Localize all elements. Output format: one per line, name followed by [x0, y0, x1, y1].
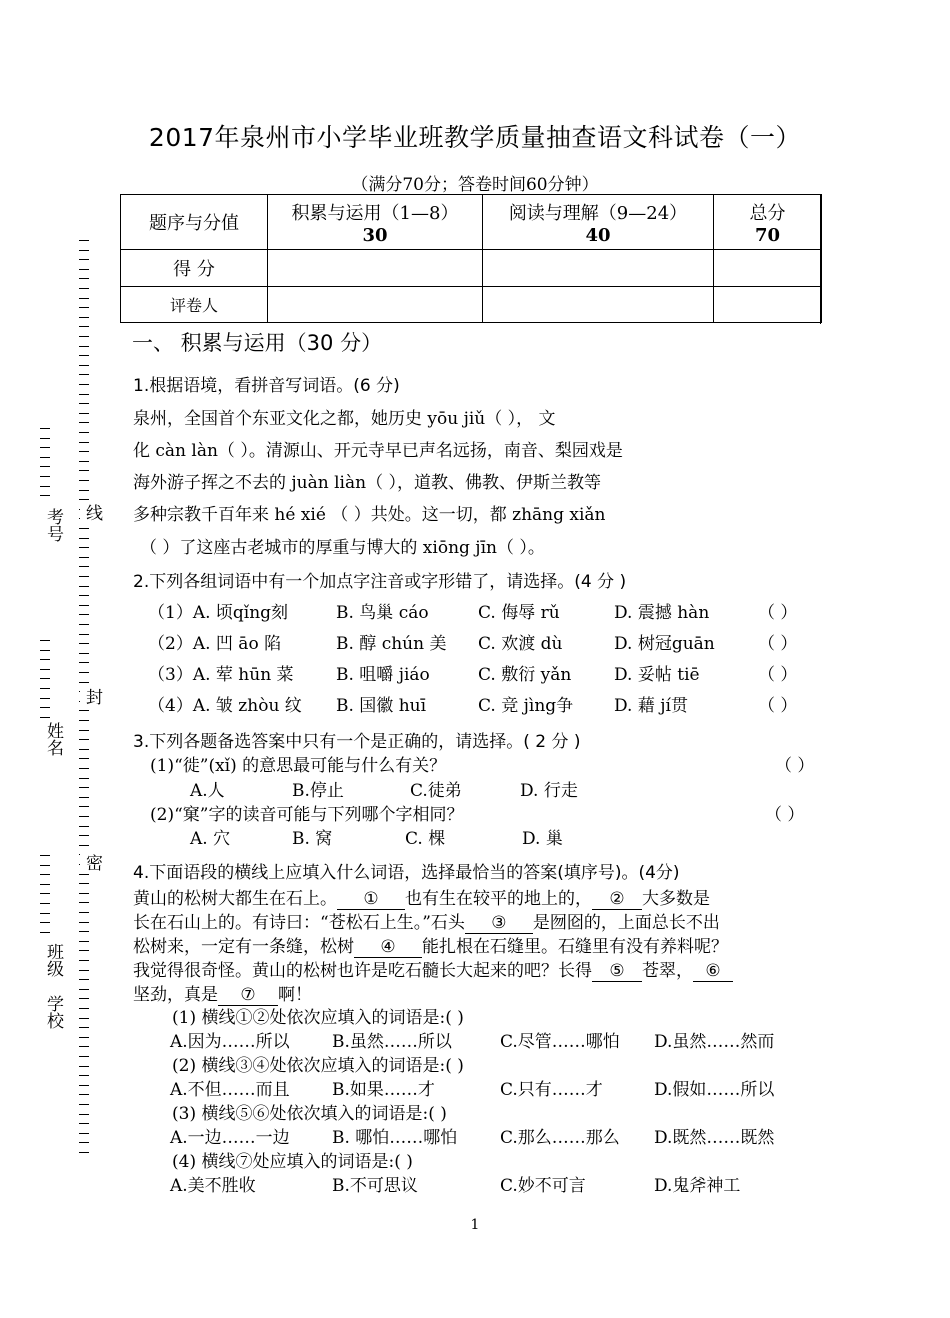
score-cell[interactable] — [714, 250, 822, 287]
binding-dash — [79, 480, 89, 481]
binding-dash — [40, 874, 50, 875]
binding-dash — [79, 826, 89, 827]
q1-line: （ ）了这座古老城市的厚重与博大的 xiōng jīn（ ）。 — [140, 538, 545, 558]
binding-dash — [79, 1066, 89, 1067]
q2-option: （2）A. 凹 āo 陷 — [148, 634, 282, 654]
binding-dash — [40, 466, 50, 467]
binding-dash — [79, 307, 89, 308]
binding-dash — [40, 903, 50, 904]
blank-2[interactable]: ② — [592, 889, 642, 910]
q4-option: A.因为……所以 — [170, 1032, 290, 1052]
binding-dash — [79, 326, 89, 327]
binding-dash — [79, 816, 89, 817]
answer-paren[interactable]: （ ） — [765, 805, 805, 825]
q3-option: B. 窝 — [292, 829, 333, 849]
q4-option: A.一边……一边 — [170, 1128, 290, 1148]
q4-option: A.美不胜收 — [170, 1176, 256, 1196]
name-label: 姓名 — [43, 722, 63, 756]
binding-dash — [79, 643, 89, 644]
binding-dash — [40, 884, 50, 885]
binding-dash — [79, 365, 89, 366]
binding-dash — [79, 269, 89, 270]
binding-dash — [79, 346, 89, 347]
binding-dash — [79, 451, 89, 452]
binding-dash — [79, 374, 89, 375]
blank-1[interactable]: ① — [337, 889, 405, 910]
q4-sub-question: (1) 横线①②处依次应填入的词语是:( ) — [172, 1008, 464, 1028]
binding-dash — [40, 717, 50, 718]
table-edge — [820, 194, 823, 324]
question-1-title: 1.根据语境，看拼音写词语。(6 分) — [133, 376, 400, 396]
binding-dash — [79, 1085, 89, 1086]
seal-seal-char: 封 — [80, 688, 105, 705]
q2-option: （3）A. 荤 hūn 菜 — [148, 665, 294, 685]
binding-dash — [79, 710, 89, 711]
binding-dash — [40, 438, 50, 439]
binding-dash — [40, 707, 50, 708]
q2-option: C. 竞 jìng争 — [478, 696, 574, 716]
binding-dash — [79, 547, 89, 548]
binding-dash — [79, 634, 89, 635]
q3-sub-2: (2)“窠”字的读音可能与下列哪个字相同？ — [150, 805, 464, 825]
q2-option: C. 欢渡 dù — [478, 634, 563, 654]
answer-paren[interactable]: （ ） — [758, 696, 798, 716]
q4-option: C.妙不可言 — [500, 1176, 586, 1196]
binding-dash — [79, 806, 89, 807]
score-table-header: 总分 70 — [714, 195, 822, 250]
q3-option: D. 行走 — [520, 781, 578, 801]
binding-dash — [79, 1123, 89, 1124]
q2-option: B. 鸟巢 cáo — [336, 603, 429, 623]
binding-dash — [40, 447, 50, 448]
school-label: 学校 — [43, 995, 63, 1029]
binding-dash — [79, 355, 89, 356]
binding-dash — [79, 730, 89, 731]
binding-dash — [79, 403, 89, 404]
q4-option: D.假如……所以 — [654, 1080, 775, 1100]
exam-number-label: 考号 — [43, 508, 63, 542]
q1-line: 泉州，全国首个东亚文化之都，她历史 yōu jiǔ（ ）， 文 — [133, 409, 556, 429]
binding-dash — [79, 749, 89, 750]
score-table — [120, 194, 822, 323]
q3-option: A. 穴 — [190, 829, 231, 849]
answer-paren[interactable]: （ ） — [758, 603, 798, 623]
binding-dash — [79, 970, 89, 971]
binding-dash — [79, 912, 89, 913]
q2-option: D. 树冠guān — [614, 634, 715, 654]
q4-option: B.如果……才 — [332, 1080, 435, 1100]
blank-5[interactable]: ⑤ — [592, 961, 642, 982]
q4-option: C.只有……才 — [500, 1080, 603, 1100]
score-row-label: 得 分 — [121, 250, 268, 287]
answer-paren[interactable]: （ ） — [775, 756, 815, 776]
q4-para-line: 我觉得很奇怪。黄山的松树也许是吃石髓长大起来的吧？长得 ⑤ 苍翠， ⑥ — [133, 956, 733, 982]
question-4-title: 4.下面语段的横线上应填入什么词语，选择最恰当的答案(填序号)。(4分) — [133, 863, 680, 883]
q4-option: B. 哪怕……哪怕 — [332, 1128, 458, 1148]
binding-dash — [79, 278, 89, 279]
binding-dash — [79, 1037, 89, 1038]
q2-option: （1）A. 顷qǐng刻 — [148, 603, 289, 623]
binding-dash — [79, 288, 89, 289]
binding-dash — [79, 461, 89, 462]
q4-para-line: 长在石山上的。有诗曰：“苍松石上生。”石头 ③ 是囫囵的，上面总长不出 — [133, 913, 720, 933]
class-label: 班级 — [43, 943, 63, 977]
q2-option: （4）A. 皱 zhòu 纹 — [148, 696, 302, 716]
q3-option: B.停止 — [292, 781, 344, 801]
q2-option: B. 国徽 huī — [336, 696, 427, 716]
q3-sub-1: (1)“徙”(xǐ) 的意思最可能与什么有关？ — [150, 756, 447, 776]
binding-dash — [79, 538, 89, 539]
q4-para-line: 松树来，一定有一条缝，松树 ④ 能扎根在石缝里。石缝里有没有养料呢？ — [133, 937, 728, 957]
binding-dash — [79, 1056, 89, 1057]
binding-dash — [79, 566, 89, 567]
binding-dash — [79, 672, 89, 673]
score-cell[interactable] — [483, 250, 714, 287]
binding-dash — [79, 739, 89, 740]
binding-dash — [79, 1046, 89, 1047]
q4-sub-question: (3) 横线⑤⑥处依次填入的词语是:( ) — [172, 1104, 447, 1124]
binding-dash — [40, 865, 50, 866]
binding-dash — [79, 768, 89, 769]
binding-dash — [79, 950, 89, 951]
grader-cell[interactable] — [268, 287, 483, 323]
q4-option: A.不但……而且 — [170, 1080, 290, 1100]
binding-dash — [79, 470, 89, 471]
q4-para-line: 黄山的松树大都生在石上。 ① 也有生在较平的地上的， ② 大多数是 — [133, 889, 710, 909]
binding-dash — [79, 682, 89, 683]
binding-dash — [79, 250, 89, 251]
q4-option: B.不可思议 — [332, 1176, 418, 1196]
binding-dash — [79, 614, 89, 615]
binding-dash — [79, 595, 89, 596]
q1-line: 海外游子挥之不去的 juàn liàn（ ），道教、佛教、伊斯兰教等 — [133, 473, 601, 493]
binding-dash — [79, 528, 89, 529]
binding-dash — [79, 960, 89, 961]
binding-dash — [79, 394, 89, 395]
binding-dash — [79, 893, 89, 894]
binding-dash — [79, 576, 89, 577]
binding-dash — [79, 624, 89, 625]
q4-option: C.那么……那么 — [500, 1128, 620, 1148]
q3-option: C.徒弟 — [410, 781, 462, 801]
binding-dash — [40, 855, 50, 856]
blank-6[interactable]: ⑥ — [693, 961, 733, 982]
binding-dash — [40, 457, 50, 458]
binding-dash — [79, 922, 89, 923]
binding-dash — [40, 698, 50, 699]
binding-dash — [40, 476, 50, 477]
binding-dash — [79, 758, 89, 759]
q4-option: D.虽然……然而 — [654, 1032, 775, 1052]
binding-dash — [79, 1008, 89, 1009]
binding-dash — [79, 384, 89, 385]
binding-dash — [79, 1027, 89, 1028]
score-table-header: 积累与运用（1—8） 30 — [268, 195, 483, 250]
score-table-header: 题序与分值 — [121, 195, 268, 250]
binding-dash — [79, 1114, 89, 1115]
binding-dash — [79, 835, 89, 836]
binding-dash — [79, 941, 89, 942]
binding-dash — [40, 678, 50, 679]
binding-dash — [79, 1142, 89, 1143]
blank-3[interactable]: ③ — [465, 913, 533, 934]
answer-paren[interactable]: （ ） — [758, 665, 798, 685]
binding-dash — [40, 913, 50, 914]
binding-dash — [79, 989, 89, 990]
score-table-header: 阅读与理解（9—24） 40 — [483, 195, 714, 250]
binding-dash — [79, 1152, 89, 1153]
seal-line-char: 线 — [80, 504, 105, 521]
seal-secret-char: 密 — [80, 854, 105, 871]
binding-dash — [79, 1075, 89, 1076]
binding-dash — [79, 1018, 89, 1019]
binding-dash — [79, 298, 89, 299]
q2-option: B. 醇 chún 美 — [336, 634, 447, 654]
binding-dash — [40, 659, 50, 660]
binding-dash — [79, 422, 89, 423]
binding-dash — [40, 428, 50, 429]
grader-row-label: 评卷人 — [121, 287, 268, 323]
binding-dash — [79, 979, 89, 980]
q4-option: D.既然……既然 — [654, 1128, 775, 1148]
binding-dash — [79, 662, 89, 663]
question-3-title: 3.下列各题备选答案中只有一个是正确的，请选择。( 2 分 ) — [133, 732, 581, 752]
binding-dash — [40, 669, 50, 670]
section-heading: 一、 积累与运用（30 分） — [132, 331, 383, 355]
binding-dash — [79, 605, 89, 606]
score-cell[interactable] — [268, 250, 483, 287]
q3-option: C. 棵 — [405, 829, 446, 849]
binding-dash — [79, 1133, 89, 1134]
binding-dash — [40, 893, 50, 894]
binding-dash — [40, 922, 50, 923]
q2-option: D. 妥帖 tiē — [614, 665, 700, 685]
q4-option: D.鬼斧神工 — [654, 1176, 741, 1196]
binding-dash — [79, 240, 89, 241]
binding-dash — [79, 1104, 89, 1105]
binding-dash — [79, 874, 89, 875]
binding-dash — [40, 688, 50, 689]
binding-dash — [79, 998, 89, 999]
binding-dash — [79, 490, 89, 491]
q3-option: A.人 — [190, 781, 225, 801]
binding-dash — [79, 653, 89, 654]
q3-option: D. 巢 — [522, 829, 563, 849]
exam-title: 2017年泉州市小学毕业班教学质量抽查语文科试卷（一） — [148, 123, 802, 152]
binding-dash — [79, 778, 89, 779]
q4-para-line: 坚劲，真是 ⑦ 啊！ — [133, 985, 312, 1005]
binding-dash — [40, 932, 50, 933]
binding-dash — [79, 883, 89, 884]
binding-dash — [79, 797, 89, 798]
q2-option: B. 咀嚼 jiáo — [336, 665, 430, 685]
binding-dash — [79, 336, 89, 337]
q2-option: C. 敷衍 yǎn — [478, 665, 572, 685]
grader-cell[interactable] — [714, 287, 822, 323]
binding-dash — [79, 413, 89, 414]
binding-dash — [40, 486, 50, 487]
q2-option: C. 侮辱 rǔ — [478, 603, 560, 623]
binding-dash — [79, 845, 89, 846]
binding-dash — [79, 902, 89, 903]
binding-dash — [79, 787, 89, 788]
binding-dash — [79, 317, 89, 318]
binding-dash — [79, 720, 89, 721]
q1-line: 多种宗教千百年来 hé xié （ ）共处。这一切，都 zhāng xiǎn — [133, 505, 606, 525]
binding-dash — [79, 499, 89, 500]
q2-option: D. 震撼 hàn — [614, 603, 710, 623]
binding-dash — [40, 650, 50, 651]
binding-dash — [79, 586, 89, 587]
page-number: 1 — [470, 1217, 480, 1233]
q4-sub-question: (2) 横线③④处依次应填入的词语是:( ) — [172, 1056, 464, 1076]
grader-cell[interactable] — [483, 287, 714, 323]
exam-subtitle: （满分70分；答卷时间60分钟） — [351, 175, 599, 195]
binding-dash — [79, 557, 89, 558]
q4-option: C.尽管……哪怕 — [500, 1032, 620, 1052]
blank-7[interactable]: ⑦ — [218, 985, 278, 1006]
binding-dash — [40, 495, 50, 496]
q4-option: B.虽然……所以 — [332, 1032, 452, 1052]
q2-option: D. 藉 jí贯 — [614, 696, 688, 716]
binding-dash — [40, 640, 50, 641]
q1-line: 化 càn làn（ ）。清源山、开元寺早已声名远扬，南音、梨园戏是 — [133, 441, 623, 461]
blank-4[interactable]: ④ — [354, 937, 422, 958]
q4-sub-question: (4) 横线⑦处应填入的词语是:( ) — [172, 1152, 413, 1172]
binding-dash — [79, 259, 89, 260]
binding-dash — [79, 432, 89, 433]
question-2-title: 2.下列各组词语中有一个加点字注音或字形错了，请选择。(4 分 ) — [133, 572, 627, 592]
binding-dash — [79, 931, 89, 932]
binding-dash — [79, 1094, 89, 1095]
binding-dash — [79, 442, 89, 443]
answer-paren[interactable]: （ ） — [758, 634, 798, 654]
